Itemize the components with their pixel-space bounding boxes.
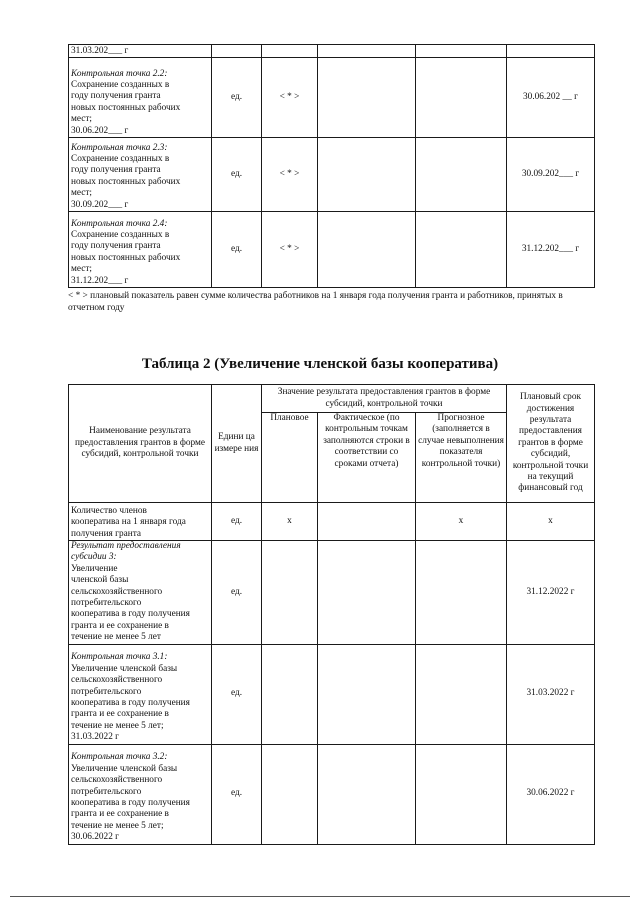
deadline-cell: 31.12.202___ г xyxy=(507,212,595,288)
actual-cell xyxy=(318,138,416,212)
header-planned: Плановое xyxy=(262,413,318,503)
name-line: кооператива на 1 января года xyxy=(71,517,186,528)
result-name-cell xyxy=(69,744,212,844)
unit-cell: ед. xyxy=(212,744,262,844)
page-bottom-rule xyxy=(10,896,630,897)
forecast-cell xyxy=(416,541,507,645)
name-line: году получения гранта xyxy=(71,91,161,102)
forecast-cell xyxy=(416,58,507,138)
date-line: 30.06.202___ г xyxy=(71,125,129,136)
planned-cell xyxy=(262,644,318,744)
name-line: Сохранение созданных в xyxy=(71,153,170,164)
result-name-cell xyxy=(69,644,212,744)
forecast-cell: x xyxy=(416,503,507,541)
date-line: 30.06.2022 г xyxy=(71,832,119,843)
date-line: 31.03.2022 г xyxy=(71,732,119,743)
table-row xyxy=(69,644,595,744)
table-row xyxy=(69,138,595,212)
table-row xyxy=(69,58,595,138)
result-name-cell xyxy=(69,503,212,541)
name-line: кооператива в году получения xyxy=(71,609,190,620)
footnote: < * > плановый показатель равен сумме количества работников на 1 января года получения гранта и работников, принятых в отчетном году xyxy=(68,291,563,313)
actual-cell xyxy=(318,744,416,844)
unit-cell: ед. xyxy=(212,541,262,645)
checkpoint-title: Контрольная точка 3.2: xyxy=(71,752,168,763)
unit-cell: ед. xyxy=(212,644,262,744)
name-line: гранта и ее сохранение в xyxy=(71,809,169,820)
name-line: сельскохозяйственного xyxy=(71,586,163,597)
actual-cell xyxy=(318,644,416,744)
name-line: течение не менее 5 лет; xyxy=(71,820,164,831)
name-line: мест; xyxy=(71,264,93,275)
unit-cell: ед. xyxy=(212,503,262,541)
header-value-group: Значение результата предоставления грантов в форме субсидий, контрольной точки xyxy=(262,385,507,413)
name-line: членской базы xyxy=(71,575,129,586)
planned-cell: x xyxy=(262,503,318,541)
forecast-cell xyxy=(416,212,507,288)
date-line: 31.03.202___ г xyxy=(71,45,129,56)
name-line: Сохранение созданных в xyxy=(71,79,170,90)
header-deadline: Плановый срок достижения результата предоставления грантов в форме субсидий, контрольной точки на текущий финансовый год xyxy=(507,385,595,503)
header-row xyxy=(69,385,595,413)
membership-table xyxy=(68,384,595,845)
unit-cell: ед. xyxy=(212,212,262,288)
deadline-cell: 31.12.2022 г xyxy=(507,541,595,645)
name-line: гранта и ее сохранение в xyxy=(71,620,169,631)
date-line: 31.12.202___ г xyxy=(71,275,129,286)
table-row xyxy=(69,744,595,844)
name-line: мест; xyxy=(71,188,93,199)
name-line: году получения гранта xyxy=(71,165,161,176)
deadline-cell xyxy=(507,45,595,58)
name-line: Количество членов xyxy=(71,505,147,516)
checkpoint-title: Контрольная точка 2.4: xyxy=(71,218,168,229)
header-forecast: Прогнозное (заполняется в случае невыполнения показателя контрольной точки) xyxy=(416,413,507,503)
actual-cell xyxy=(318,503,416,541)
header-unit: Едини ца измере ния xyxy=(212,385,262,503)
result-title: Результат предоставления субсидии 3: xyxy=(71,541,181,563)
checkpoint-title: Контрольная точка 3.1: xyxy=(71,652,168,663)
planned-cell xyxy=(262,541,318,645)
actual-cell xyxy=(318,541,416,645)
header-actual: Фактическое (по контрольным точкам заполняются строки в соответствии со сроками отчета) xyxy=(318,413,416,503)
actual-cell xyxy=(318,58,416,138)
result-name-cell xyxy=(69,138,212,212)
name-line: кооператива в году получения xyxy=(71,798,190,809)
deadline-cell: 30.06.202 __ г xyxy=(507,58,595,138)
name-line: Увеличение членской базы xyxy=(71,663,178,674)
name-line: новых постоянных рабочих xyxy=(71,102,181,113)
deadline-cell: 30.09.202___ г xyxy=(507,138,595,212)
planned-cell: < * > xyxy=(262,58,318,138)
unit-cell: ед. xyxy=(212,138,262,212)
forecast-cell xyxy=(416,138,507,212)
result-name-cell xyxy=(69,212,212,288)
name-line: потребительского xyxy=(71,786,142,797)
planned-cell xyxy=(262,45,318,58)
name-line: течение не менее 5 лет xyxy=(71,632,161,643)
name-line: потребительского xyxy=(71,598,142,609)
planned-cell xyxy=(262,744,318,844)
planned-cell: < * > xyxy=(262,212,318,288)
name-line: году получения гранта xyxy=(71,241,161,252)
table-row xyxy=(69,212,595,288)
checkpoint-title: Контрольная точка 2.3: xyxy=(71,142,168,153)
forecast-cell xyxy=(416,744,507,844)
actual-cell xyxy=(318,212,416,288)
table-row xyxy=(69,541,595,645)
deadline-cell: 30.06.2022 г xyxy=(507,744,595,844)
name-line: течение не менее 5 лет; xyxy=(71,720,164,731)
forecast-cell xyxy=(416,45,507,58)
unit-cell xyxy=(212,45,262,58)
name-line: кооператива в году получения xyxy=(71,698,190,709)
result-name-cell xyxy=(69,58,212,138)
name-line: сельскохозяйственного xyxy=(71,675,163,686)
indicator-table-continued xyxy=(68,44,595,288)
unit-cell: ед. xyxy=(212,58,262,138)
name-line: новых постоянных рабочих xyxy=(71,252,181,263)
name-line: гранта и ее сохранение в xyxy=(71,709,169,720)
name-line: мест; xyxy=(71,114,93,125)
deadline-cell: x xyxy=(507,503,595,541)
name-line: Увеличение xyxy=(71,563,118,574)
table-row xyxy=(69,503,595,541)
name-line: Увеличение членской базы xyxy=(71,763,178,774)
name-line: потребительского xyxy=(71,686,142,697)
table-row xyxy=(69,45,595,58)
actual-cell xyxy=(318,45,416,58)
table-2-title: Таблица 2 (Увеличение членской базы кооператива) xyxy=(141,356,499,372)
date-line: 30.09.202___ г xyxy=(71,199,129,210)
result-name-cell xyxy=(69,45,212,58)
forecast-cell xyxy=(416,644,507,744)
name-line: получения гранта xyxy=(71,528,142,539)
deadline-cell: 31.03.2022 г xyxy=(507,644,595,744)
checkpoint-title: Контрольная точка 2.2: xyxy=(71,68,168,79)
name-line: новых постоянных рабочих xyxy=(71,176,181,187)
result-name-cell xyxy=(69,541,212,645)
planned-cell: < * > xyxy=(262,138,318,212)
name-line: сельскохозяйственного xyxy=(71,775,163,786)
header-name: Наименование результата предоставления грантов в форме субсидий, контрольной точки xyxy=(69,385,212,503)
name-line: Сохранение созданных в xyxy=(71,229,170,240)
